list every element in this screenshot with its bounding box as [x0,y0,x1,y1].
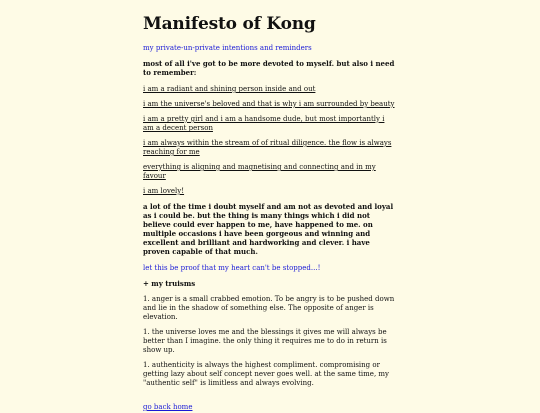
truism-item: 1. authenticity is always the highest compliment. compromising or getting lazy about self concept never goes well. at the same time, my "authentic self" is limitless and always evolving. [143,361,389,387]
truisms-heading: + my truisms [143,279,196,288]
page-title: Manifesto of Kong [143,14,316,34]
truism-item: 1. the universe loves me and the blessings it gives me will always be better than I imagine. the only thing it requires me to do in return is show up. [143,328,387,354]
page-content [143,14,397,413]
affirmation-item: i am the universe's beloved and that is why i am surrounded by beauty [143,100,395,108]
subtitle: my private-un-private intentions and reminders [143,44,312,52]
go-back-home-link[interactable]: go back home [143,403,193,411]
affirmation-item: i am a pretty girl and i am a handsome dude, but most importantly i am a decent person [143,115,385,132]
affirmation-item: everything is aligning and magnetising and connecting and in my favour [143,163,376,180]
intro-paragraph: most of all i've got to be more devoted to myself. but also i need to remember: [143,59,395,77]
affirmation-item: i am a radiant and shining person inside and out [143,85,316,93]
affirmation-item: i am lovely! [143,187,185,195]
doubt-paragraph: a lot of the time i doubt myself and am not as devoted and loyal as i could be. but the thing is many things which i did not believe could ever happen to me, have happened to me. on multiple occasions i have been gorgeous and winning and excellent and brilliant and hardworking and clever. i have proven capable of that much. [143,202,394,256]
proof-line: let this be proof that my heart can't be stopped...! [143,264,321,272]
truism-item: 1. anger is a small crabbed emotion. To be angry is to be pushed down and lie in the shadow of something else. The opposite of anger is elevation. [143,295,395,321]
affirmation-item: i am always within the stream of of ritual diligence. the flow is always reaching for me [143,139,392,156]
